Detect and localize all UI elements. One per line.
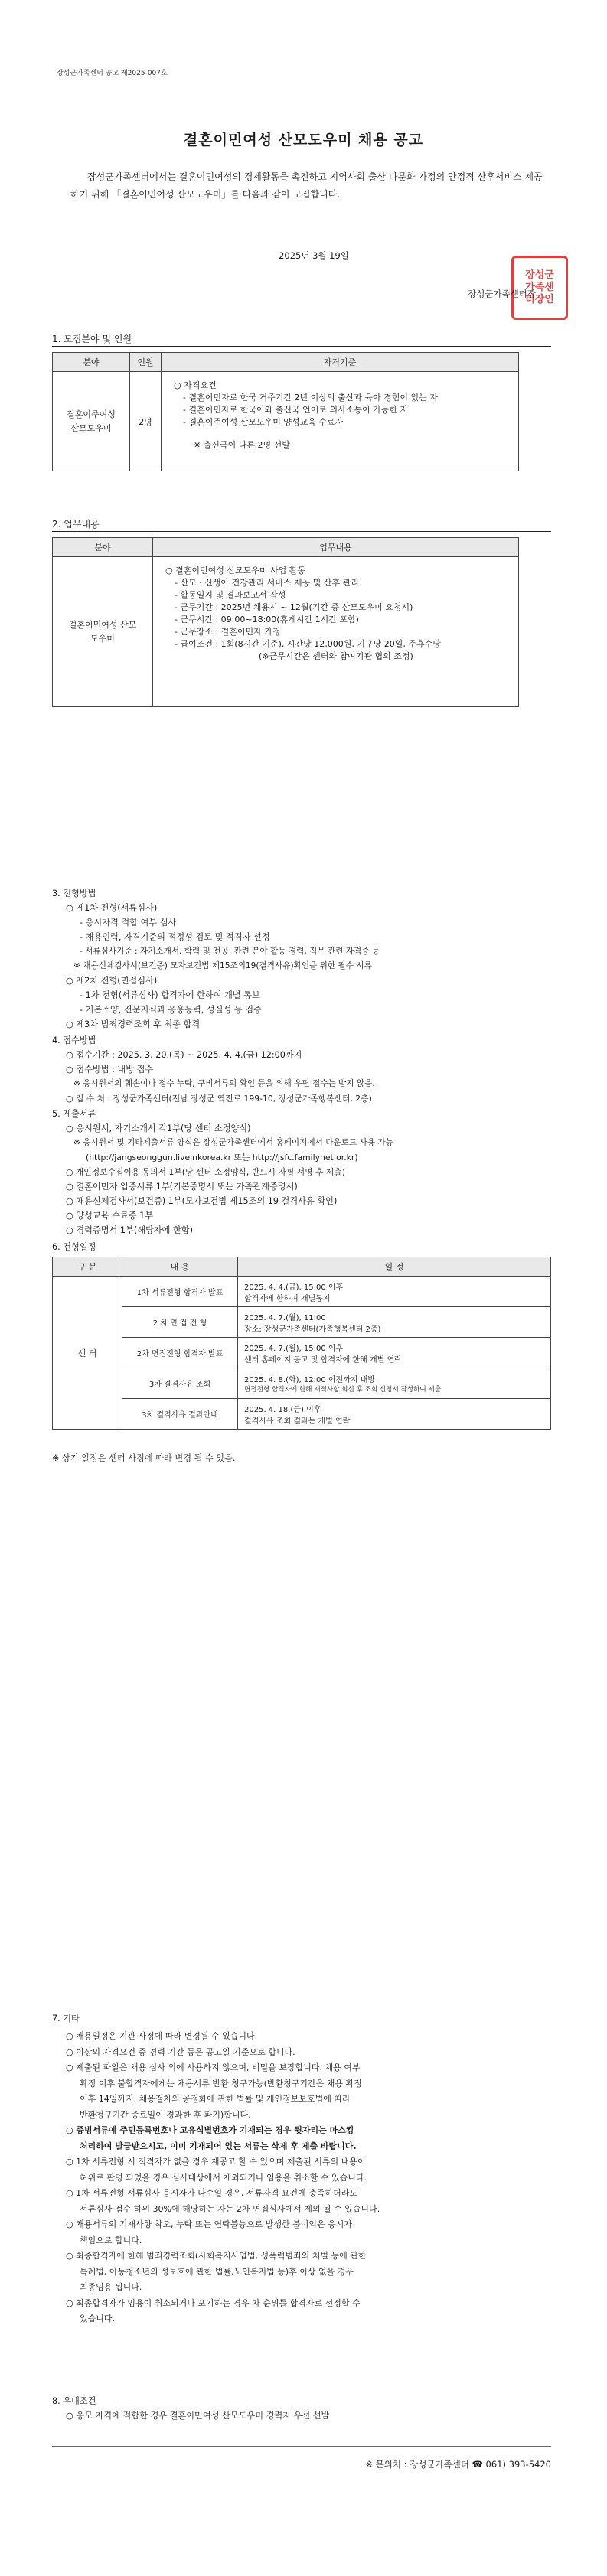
section2-rule xyxy=(52,531,551,532)
section7-line: 허위로 판명 되었을 경우 심사대상에서 제외되거나 임용을 취소할 수 있습니다. xyxy=(80,2172,367,2183)
schedule-item: 3차 결격사유 결과안내 xyxy=(122,1399,238,1430)
section5-line: ○ 결혼이민자 입증서류 1부(기본증명서 또는 가족관계증명서) xyxy=(66,1182,298,1192)
schedule-item: 2차 면접전형 합격자 발표 xyxy=(122,1338,238,1368)
section7-block xyxy=(52,2011,580,2327)
schedule-item: 3차 결격사유 조회 xyxy=(122,1368,238,1399)
duty-line: - 근무장소 : 결혼이민자 가정 xyxy=(175,627,281,637)
section7-line: 서류심사 점수 하위 30%에 해당하는 자는 2차 면접심사에서 제외 될 수 있습니다. xyxy=(80,2203,380,2214)
section3-heading: 3. 전형방법 xyxy=(52,889,96,898)
section4-heading: 4. 접수방법 xyxy=(52,1035,96,1045)
section4-line: ※ 응시원서의 훼손이나 접수 누락, 구비서류의 확인 등을 위해 우편 접수는 받지 않음. xyxy=(73,1079,375,1088)
field-cell: 결혼이주여성 산모도우미 xyxy=(53,372,130,471)
duty-line: - 급여조건 : 1회(8시간 기준), 시간당 12,000원, 기구당 20일, 주휴수당 xyxy=(175,639,441,649)
section7-line: 이후 14일까지, 채용절차의 공정화에 관한 법률 및 개인정보보호법에 따라 xyxy=(80,2094,351,2104)
section5-block xyxy=(52,1107,573,1237)
schedule-date: 2025. 4. 18.(금) 이후 xyxy=(244,1405,321,1414)
section4-line: ○ 접 수 처 : 장성군가족센터(전남 장성군 역전로 199-10, 장성군가족행복센터, 2층) xyxy=(66,1094,372,1104)
col-header-field: 분야 xyxy=(53,538,153,557)
duty-line: ○ 결혼이민여성 산모도우미 사업 활동 xyxy=(165,566,305,576)
section7-line: ○ 채용서류의 기재사항 착오, 누락 또는 연락불능으로 발생한 불이익은 응시자 xyxy=(66,2219,352,2229)
section3-line: - 1차 전형(서류심사) 합격자에 한하여 개별 통보 xyxy=(80,990,260,1000)
section3-line: - 서류심사기준 : 자기소개서, 학력 및 전공, 관련 분야 활동 경력, 직무 관련 자격증 등 xyxy=(80,947,380,956)
schedule-note: 센터 홈페이지 공고 및 합격자에 한해 개별 연락 xyxy=(244,1355,402,1365)
section7-line: ○ 제출된 파일은 채용 심사 외에 사용하지 않으며, 비밀을 보장합니다. 채용 여부 xyxy=(66,2062,361,2072)
section8-block xyxy=(52,2394,573,2423)
section7-line: 반환청구기간 종료일이 경과한 후 파기)합니다. xyxy=(80,2109,251,2120)
duties-table xyxy=(52,537,519,707)
section3-block xyxy=(52,886,573,1032)
category-cell: 센 터 xyxy=(53,1277,122,1430)
schedule-date: 2025. 4. 7.(월), 15:00 이후 xyxy=(244,1344,344,1353)
section5-line: ○ 응시원서, 자기소개서 각1부(당 센터 소정양식) xyxy=(66,1123,251,1133)
organization-name: 장성군가족센터장 xyxy=(468,289,536,299)
intro-paragraph: 장성군가족센터에서는 결혼이민여성의 경제활동을 촉진하고 지역사회 출산 다문화 가정의 안정적 산후서비스 제공하기 위해 「결혼이민여성 산모도우미」를 다음과 같이 모집합니다. xyxy=(70,171,543,200)
section3-line: ○ 제3차 범죄경력조회 후 최종 합격 xyxy=(66,1019,201,1029)
section4-block xyxy=(52,1033,573,1106)
duty-note: (※근무시간은 센터와 참여기관 협의 조정) xyxy=(259,651,413,661)
section5-line: ○ 개인정보수집이용 동의서 1부(당 센터 소정양식, 반드시 자필 서명 후 제출) xyxy=(66,1167,345,1177)
section7-line: ○ 1차 서류전형 시 적격자가 없을 경우 재공고 할 수 있으며 제출된 서류의 내용이 xyxy=(66,2157,366,2167)
criteria-line: - 결혼이민자로 한국어와 출신국 언어로 의사소통이 가능한 자 xyxy=(183,405,409,415)
schedule-detail xyxy=(238,1399,551,1430)
section7-line: ○ 이상의 자격요건 중 경력 기간 등은 공고일 기준으로 합니다. xyxy=(66,2046,295,2057)
schedule-date: 2025. 4. 8.(화), 12:00 이전까지 내방 xyxy=(244,1376,376,1384)
schedule-note: 장소: 장성군가족센터(가족행복센터 2층) xyxy=(244,1325,381,1334)
announcement-date: 2025년 3월 19일 xyxy=(279,250,349,261)
document-number: 장성군가족센터 공고 제2025-007호 xyxy=(57,70,168,77)
schedule-date: 2025. 4. 7.(월), 11:00 xyxy=(244,1313,326,1322)
schedule-item: 2 차 면 접 전 형 xyxy=(122,1307,238,1338)
section7-line: 처리하여 발급받으시고, 이미 기재되어 있는 서류는 삭제 후 제출 바랍니다. xyxy=(80,2141,357,2151)
schedule-detail xyxy=(238,1277,551,1307)
schedule-date: 2025. 4. 4.(금), 15:00 이후 xyxy=(244,1283,344,1292)
section5-line: ○ 경력증명서 1부(해당자에 한함) xyxy=(66,1225,193,1235)
section3-line: ○ 제2차 전형(면접심사) xyxy=(66,976,158,986)
section2-heading: 2. 업무내용 xyxy=(52,519,100,530)
section3-line: ※ 채용신체검사서(보건증) 모자보건법 제15조의19(결격사유)확인을 위한 필수 서류 xyxy=(73,961,372,970)
section4-line: ○ 접수방법 : 내방 접수 xyxy=(66,1065,154,1074)
field-cell: 결혼이민여성 산모도우미 xyxy=(53,557,153,707)
col-header-category: 구 분 xyxy=(53,1257,122,1277)
section3-line: - 채용인력, 자격기준의 적정성 검토 및 적격자 선정 xyxy=(80,932,270,942)
col-header-field: 분야 xyxy=(53,353,130,372)
schedule-detail xyxy=(238,1307,551,1338)
criteria-cell xyxy=(162,372,519,471)
criteria-line: ○ 자격요건 xyxy=(174,380,217,390)
section7-line: 있습니다. xyxy=(80,2314,116,2323)
section7-line: ○ 최종합격자가 임용이 취소되거나 포기하는 경우 차 순위를 합격자로 선정할 수 xyxy=(66,2297,361,2308)
count-cell: 2명 xyxy=(130,372,162,471)
col-header-item: 내 용 xyxy=(122,1257,238,1277)
contact-info: ※ 문의처 : 장성군가족센터 ☎ 061) 393-5420 xyxy=(365,2459,551,2470)
duty-line: - 활동일지 및 결과보고서 작성 xyxy=(175,590,286,600)
col-header-duties: 업무내용 xyxy=(153,538,519,557)
section5-line: ※ 응시원서 및 기타제출서류 양식은 장성군가족센터에서 홈페이지에서 다운로드 사용 가능 xyxy=(73,1138,393,1147)
section6-heading: 6. 전형일정 xyxy=(52,1242,96,1252)
duty-line: - 근무시간 : 09:00~18:00(휴게시간 1시간 포함) xyxy=(175,615,359,624)
col-header-schedule: 일 정 xyxy=(238,1257,551,1277)
section1-rule xyxy=(52,346,551,347)
schedule-note: 면접전형 합격자에 한해 재적사항 회신 후 조회 신청서 작성하여 제출 xyxy=(244,1386,442,1394)
section8-heading: 8. 우대조건 xyxy=(52,2396,96,2406)
schedule-table xyxy=(52,1257,551,1430)
section7-heading: 7. 기타 xyxy=(52,2014,80,2023)
footer-rule xyxy=(52,2446,551,2447)
section5-line: ○ 채용신체검사서(보건증) 1부(모자보건법 제15조의 19 결격사유 확인) xyxy=(66,1196,338,1206)
section3-line: - 기본소양, 전문지식과 응용능력, 성실성 등 검증 xyxy=(80,1005,262,1015)
section5-heading: 5. 제출서류 xyxy=(52,1109,96,1119)
col-header-criteria: 자격기준 xyxy=(162,353,519,372)
section7-lines xyxy=(52,2029,580,2327)
section5-line: ○ 양성교육 수료증 1부 xyxy=(66,1211,154,1221)
section7-line: ○ 증빙서류에 주민등록번호나 고유식별번호가 기재되는 경우 뒷자리는 마스킹 xyxy=(66,2125,354,2135)
section7-line: 최종임용 됩니다. xyxy=(80,2282,142,2292)
section7-line: 확정 이후 불합격자에게는 채용서류 반환 청구가능(반환청구기간은 채용 확정 xyxy=(80,2078,362,2089)
col-header-count: 인원 xyxy=(130,353,162,372)
section1-heading: 1. 모집분야 및 인원 xyxy=(52,334,132,344)
criteria-line: - 결혼이주여성 산모도우미 양성교육 수료자 xyxy=(183,417,344,427)
schedule-note: 합격자에 한하여 개별통지 xyxy=(244,1294,331,1303)
duties-cell xyxy=(153,557,519,707)
section5-line: (http://jangseonggun.liveinkorea.kr 또는 http://jsfc.familynet.or.kr) xyxy=(86,1153,358,1162)
schedule-detail xyxy=(238,1368,551,1399)
schedule-note-line: ※ 상기 일정은 센터 사정에 따라 변경 될 수 있음. xyxy=(52,1453,236,1463)
section8-line: ○ 응모 자격에 적합한 경우 결혼이민여성 산모도우미 경력자 우선 선발 xyxy=(66,2411,330,2421)
section3-line: ○ 제1차 전형(서류심사) xyxy=(66,903,158,913)
section7-line: ○ 1차 서류전형 서류심사 응시자가 다수일 경우, 서류자격 요건에 충족하더라도 xyxy=(66,2188,357,2198)
schedule-item: 1차 서류전형 합격자 발표 xyxy=(122,1277,238,1307)
section4-line: ○ 접수기간 : 2025. 3. 20.(목) ~ 2025. 4. 4.(금) 12:00까지 xyxy=(66,1050,302,1060)
duty-line: - 산모 · 신생아 건강관리 서비스 제공 및 산후 관리 xyxy=(175,578,359,588)
criteria-note: ※ 출신국이 다른 2명 선발 xyxy=(194,440,290,450)
section7-line: ○ 최종합격자에 한해 범죄경력조회(사회복지사업법, 성폭력범죄의 처벌 등에 관한 xyxy=(66,2251,367,2261)
schedule-note: 결격사유 조회 결과는 개별 연락 xyxy=(244,1417,351,1426)
criteria-line: - 결혼이민자로 한국 거주기간 2년 이상의 출산과 육아 경험이 있는 자 xyxy=(183,393,438,403)
duty-line: - 근무기간 : 2025년 채용시 ~ 12월(기간 중 산모도우미 요청시) xyxy=(175,602,413,612)
official-seal: 장성군 가족센 터장인 xyxy=(511,256,568,320)
schedule-detail xyxy=(238,1338,551,1368)
section7-line: ○ 채용일정은 기관 사정에 따라 변경될 수 있습니다. xyxy=(66,2031,258,2041)
page-title: 결혼이민여성 산모도우미 채용 공고 xyxy=(183,132,424,148)
section7-line: 책임으로 합니다. xyxy=(80,2235,142,2245)
section3-line: - 응시자격 적합 여부 심사 xyxy=(80,918,177,928)
section7-line: 특례법, 아동청소년의 성보호에 관한 법률,노인복지법 등)후 이상 없을 경우 xyxy=(80,2266,354,2277)
recruitment-table xyxy=(52,352,519,471)
